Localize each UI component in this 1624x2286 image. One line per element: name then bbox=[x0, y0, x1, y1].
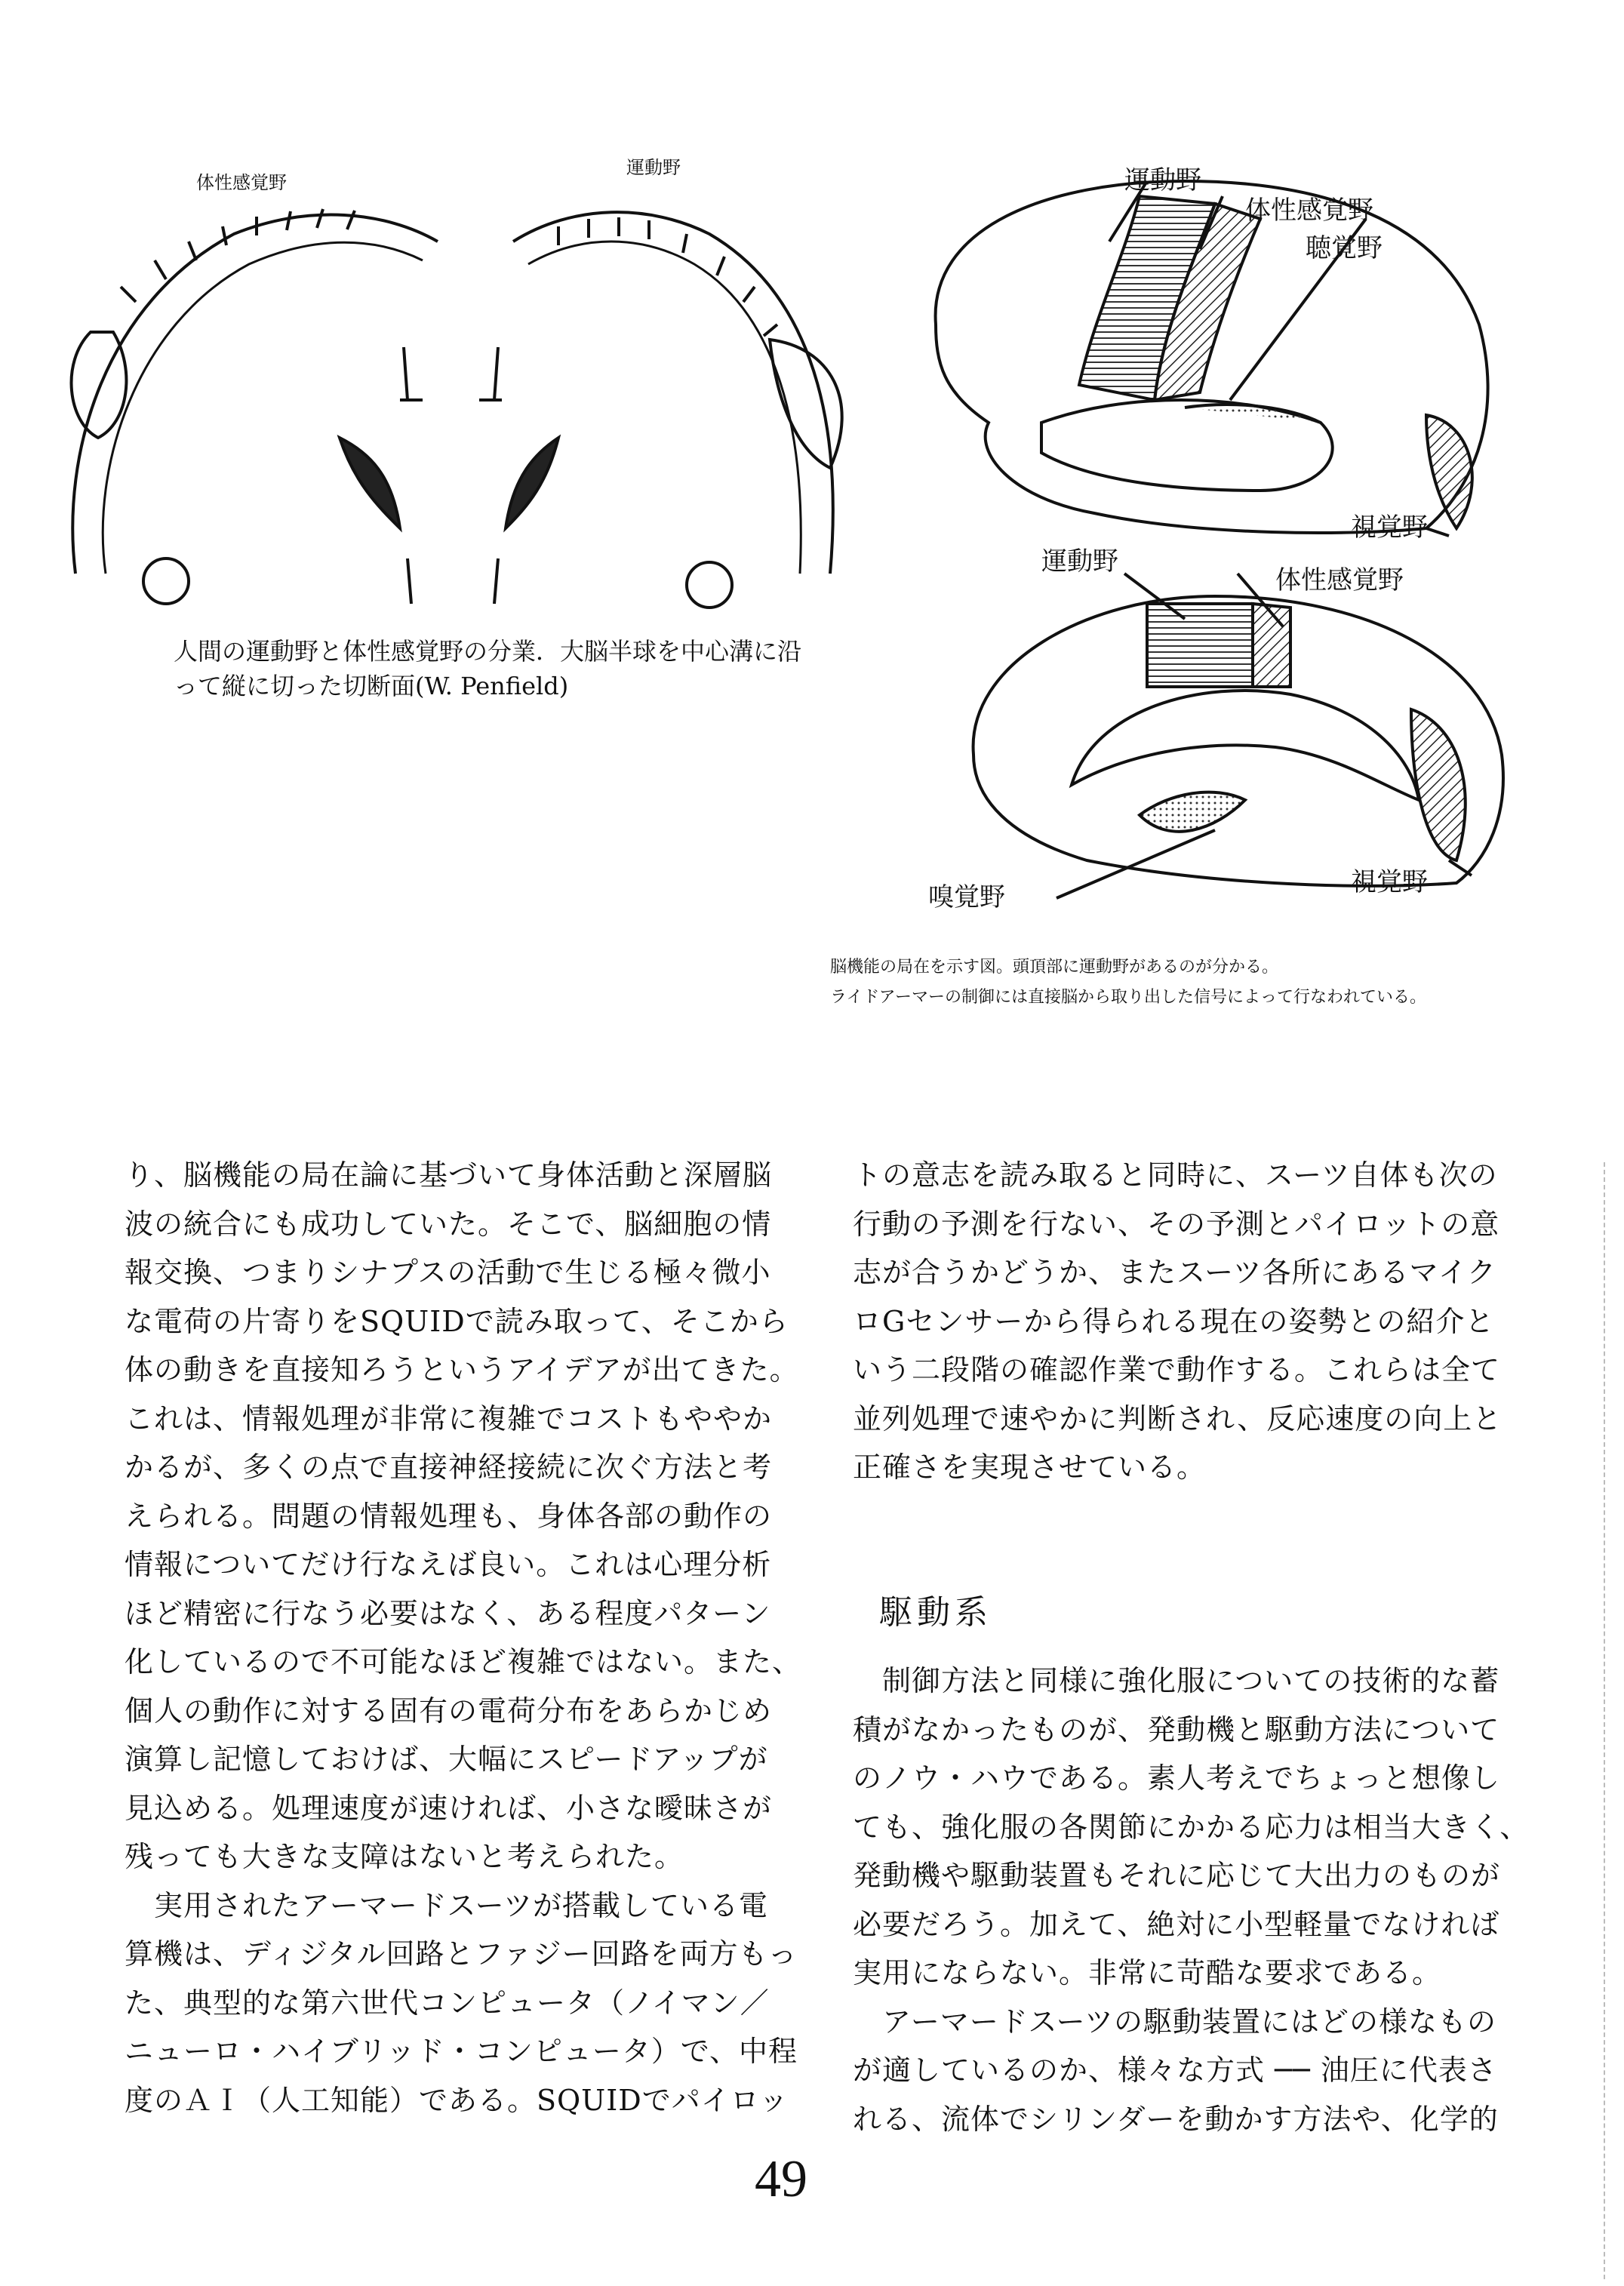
text-line: り、脳機能の局在論に基づいて身体活動と深層脳 bbox=[125, 1158, 773, 1192]
caption-line: 人間の運動野と体性感覚野の分業．大脳半球を中心溝に沿 bbox=[174, 637, 802, 666]
text-line: 化しているので不可能なほど複雑ではない。また、 bbox=[125, 1645, 802, 1678]
text-line: 制御方法と同様に強化服についての技術的な蓄 bbox=[853, 1664, 1500, 1697]
label-visual-top: 視覚野 bbox=[1351, 512, 1428, 543]
body-right-column-2 bbox=[853, 1657, 1530, 2143]
text-line: 報交換、つまりシナプスの活動で生じる極々微小 bbox=[125, 1256, 771, 1289]
penfield-figure bbox=[45, 151, 860, 619]
text-line: 実用されたアーマードスーツが搭載している電 bbox=[125, 1888, 769, 1922]
label-visual-bottom: 視覚野 bbox=[1351, 867, 1428, 897]
text-line: アーマードスーツの駆動装置にはどの様なもの bbox=[853, 2004, 1497, 2038]
homunculus-illustration bbox=[45, 151, 860, 619]
text-line: かるが、多くの点で直接神経接続に次ぐ方法と考 bbox=[125, 1451, 773, 1484]
text-line: 正確さを実現させている。 bbox=[853, 1451, 1207, 1484]
text-line: れる、流体でシリンダーを動かす方法や、化学的 bbox=[853, 2102, 1499, 2136]
label-olfactory: 嗅覚野 bbox=[928, 882, 1005, 912]
edge-divider bbox=[1604, 1162, 1607, 2279]
text-line: 積がなかったものが、発動機と駆動方法について bbox=[853, 1712, 1500, 1746]
sensory-title: 体性感覚野 bbox=[196, 172, 287, 193]
motor-title: 運動野 bbox=[626, 157, 681, 178]
brain-illustration bbox=[898, 136, 1547, 966]
brain-map-figure bbox=[898, 136, 1547, 966]
brain-map-caption bbox=[830, 952, 1509, 1013]
text-line: 個人の動作に対する固有の電荷分布をあらかじめ bbox=[125, 1694, 773, 1728]
text-line: 発動機や駆動装置もそれに応じて大出力のものが bbox=[853, 1859, 1501, 1892]
label-sensory-mid: 体性感覚野 bbox=[1275, 565, 1404, 595]
caption-line: ライドアーマーの制御には直接脳から取り出した信号によって行なわれている。 bbox=[830, 988, 1427, 1007]
text-line: いう二段階の確認作業で動作する。これらは全て bbox=[853, 1353, 1501, 1386]
caption-line: 脳機能の局在を示す図。頭頂部に運動野があるのが分かる。 bbox=[830, 958, 1279, 977]
text-line: えられる。問題の情報処理も、身体各部の動作の bbox=[125, 1499, 773, 1533]
section-heading: 駆動系 bbox=[879, 1593, 992, 1632]
text-line: な電荷の片寄りをSQUIDで読み取って、そこから bbox=[125, 1304, 789, 1338]
text-line: 演算し記憶しておけば、大幅にスピードアップが bbox=[125, 1743, 768, 1776]
body-right-column bbox=[853, 1151, 1503, 1492]
text-line: が適しているのか、様々な方式 ── 油圧に代表さ bbox=[853, 2054, 1497, 2087]
text-line: 度のＡＩ（人工知能）である。SQUIDでパイロッ bbox=[125, 2083, 789, 2117]
text-line: ニューロ・ハイブリッド・コンピュータ）で、中程 bbox=[125, 2035, 798, 2068]
label-motor-top: 運動野 bbox=[1124, 165, 1201, 195]
text-line: 見込める。処理速度が速ければ、小さな曖昧さが bbox=[125, 1791, 773, 1825]
label-auditory: 聴覚野 bbox=[1306, 233, 1383, 263]
text-line: これは、情報処理が非常に複雑でコストもややか bbox=[125, 1401, 773, 1435]
body-left-column bbox=[125, 1151, 802, 2124]
text-line: 行動の予測を行ない、その予測とパイロットの意 bbox=[853, 1207, 1500, 1241]
text-line: 並列処理で速やかに判断され、反応速度の向上と bbox=[853, 1401, 1503, 1435]
text-line: 波の統合にも成功していた。そこで、脳細胞の情 bbox=[125, 1207, 772, 1241]
text-line: トの意志を読み取ると同時に、スーツ自体も次の bbox=[853, 1158, 1498, 1192]
text-line: た、典型的な第六世代コンピュータ（ノイマン／ bbox=[125, 1986, 770, 2020]
caption-line: って縦に切った切断面(W. Penfield) bbox=[174, 672, 569, 700]
label-motor-mid: 運動野 bbox=[1041, 546, 1118, 577]
text-line: 実用にならない。非常に苛酷な要求である。 bbox=[853, 1956, 1442, 1989]
text-line: ロGセンサーから得られる現在の姿勢との紹介と bbox=[853, 1304, 1495, 1338]
text-line: ほど精密に行なう必要はなく、ある程度パターン bbox=[125, 1596, 771, 1630]
text-line: 必要だろう。加えて、絶対に小型軽量でなければ bbox=[853, 1907, 1500, 1941]
text-line: のノウ・ハウである。素人考えでちょっと想像し bbox=[853, 1761, 1501, 1795]
text-line: 算機は、ディジタル回路とファジー回路を両方もっ bbox=[125, 1937, 798, 1971]
text-line: 情報についてだけ行なえば良い。これは心理分析 bbox=[125, 1548, 772, 1581]
label-sensory-top: 体性感覚野 bbox=[1245, 195, 1373, 226]
text-line: 志が合うかどうか、またスーツ各所にあるマイク bbox=[853, 1256, 1497, 1289]
page-number: 49 bbox=[755, 2150, 807, 2208]
text-line: 体の動きを直接知ろうというアイデアが出てきた。 bbox=[125, 1353, 799, 1386]
text-line: 残っても大きな支障はないと考えられた。 bbox=[125, 1840, 684, 1873]
text-line: ても、強化服の各関節にかかる応力は相当大きく、 bbox=[853, 1810, 1530, 1844]
penfield-caption bbox=[174, 634, 853, 703]
